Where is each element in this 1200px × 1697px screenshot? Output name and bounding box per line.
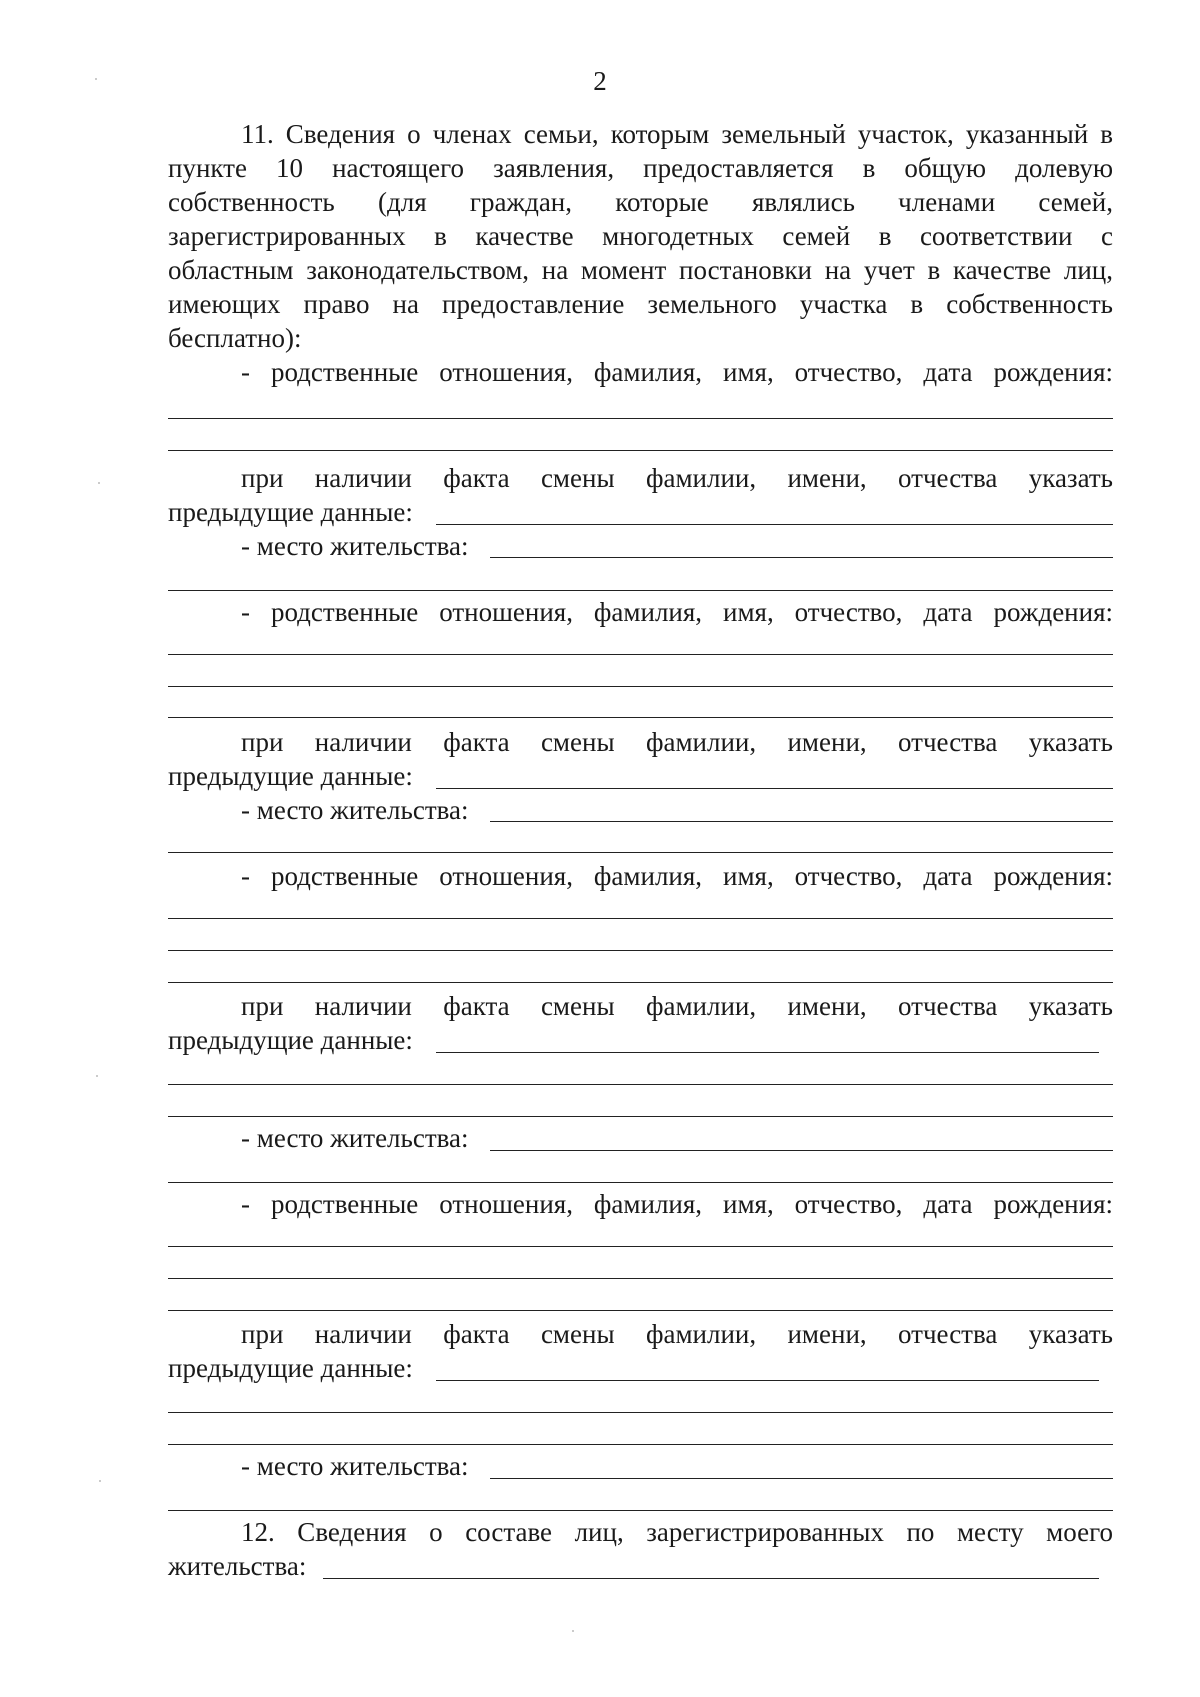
section11-line-1: 11. Сведения о членах семьи, которым земельный участок, указанный в xyxy=(241,119,1113,149)
section11-line-2: пункте 10 настоящего заявления, предоставляется в общую долевую xyxy=(168,153,1113,183)
section11-line-5: областным законодательством, на момент постановки на учет в качестве лиц, xyxy=(168,255,1113,285)
name-change-label-1: при наличии факта смены фамилии, имени, отчества указать xyxy=(241,463,1113,493)
residence-label-4: - место жительства: xyxy=(241,1451,469,1481)
relations-label-1: - родственные отношения, фамилия, имя, отчество, дата рождения: xyxy=(241,357,1113,387)
name-change-label-2: при наличии факта смены фамилии, имени, отчества указать xyxy=(241,727,1113,757)
relations-label-2: - родственные отношения, фамилия, имя, отчество, дата рождения: xyxy=(241,597,1113,627)
relations-field-1b[interactable] xyxy=(168,450,1113,451)
residence-label-2: - место жительства: xyxy=(241,795,469,825)
relations-field-3c[interactable] xyxy=(168,982,1113,983)
relations-field-4c[interactable] xyxy=(168,1310,1113,1311)
previous-data-field-4a[interactable] xyxy=(436,1380,1099,1381)
scan-speck xyxy=(95,78,97,80)
section12-line-1: 12. Сведения о составе лиц, зарегистрированных по месту моего xyxy=(241,1517,1113,1547)
section11-line-3: собственность (для граждан, которые являлись членами семей, xyxy=(168,187,1113,217)
previous-data-field-3c[interactable] xyxy=(168,1116,1113,1117)
previous-data-field-1[interactable] xyxy=(436,524,1113,525)
scan-speck xyxy=(572,1630,574,1632)
previous-data-label-2: предыдущие данные: xyxy=(168,761,413,791)
section12-field[interactable] xyxy=(323,1578,1099,1579)
relations-field-4b[interactable] xyxy=(168,1278,1113,1279)
residence-field-1b[interactable] xyxy=(168,590,1113,591)
scan-speck xyxy=(96,1075,98,1077)
residence-field-4b[interactable] xyxy=(168,1510,1113,1511)
relations-field-4a[interactable] xyxy=(168,1246,1113,1247)
name-change-label-3: при наличии факта смены фамилии, имени, отчества указать xyxy=(241,991,1113,1021)
relations-field-3a[interactable] xyxy=(168,918,1113,919)
residence-field-2a[interactable] xyxy=(490,821,1113,822)
residence-field-4a[interactable] xyxy=(490,1478,1113,1479)
residence-field-1a[interactable] xyxy=(490,557,1113,558)
previous-data-field-3a[interactable] xyxy=(436,1052,1099,1053)
residence-field-3b[interactable] xyxy=(168,1182,1113,1183)
scan-speck xyxy=(99,1480,101,1482)
previous-data-field-4c[interactable] xyxy=(168,1444,1113,1445)
section12-line-2: жительства: xyxy=(168,1551,307,1581)
relations-field-2b[interactable] xyxy=(168,686,1113,687)
scan-speck xyxy=(98,482,100,484)
section11-line-4: зарегистрированных в качестве многодетных семей в соответствии с xyxy=(168,221,1113,251)
residence-label-3: - место жительства: xyxy=(241,1123,469,1153)
section11-line-7: бесплатно): xyxy=(168,323,302,353)
previous-data-field-3b[interactable] xyxy=(168,1084,1113,1085)
relations-label-3: - родственные отношения, фамилия, имя, отчество, дата рождения: xyxy=(241,861,1113,891)
residence-field-2b[interactable] xyxy=(168,852,1113,853)
previous-data-field-2[interactable] xyxy=(436,788,1113,789)
relations-label-4: - родственные отношения, фамилия, имя, отчество, дата рождения: xyxy=(241,1189,1113,1219)
residence-label-1: - место жительства: xyxy=(241,531,469,561)
previous-data-label-1: предыдущие данные: xyxy=(168,497,413,527)
section11-line-6: имеющих право на предоставление земельного участка в собственность xyxy=(168,289,1113,319)
relations-field-2c[interactable] xyxy=(168,717,1113,718)
residence-field-3a[interactable] xyxy=(490,1150,1113,1151)
previous-data-field-4b[interactable] xyxy=(168,1412,1113,1413)
page-number: 2 xyxy=(593,66,607,96)
previous-data-label-4: предыдущие данные: xyxy=(168,1353,413,1383)
name-change-label-4: при наличии факта смены фамилии, имени, отчества указать xyxy=(241,1319,1113,1349)
relations-field-2a[interactable] xyxy=(168,654,1113,655)
relations-field-3b[interactable] xyxy=(168,950,1113,951)
previous-data-label-3: предыдущие данные: xyxy=(168,1025,413,1055)
relations-field-1a[interactable] xyxy=(168,418,1113,419)
